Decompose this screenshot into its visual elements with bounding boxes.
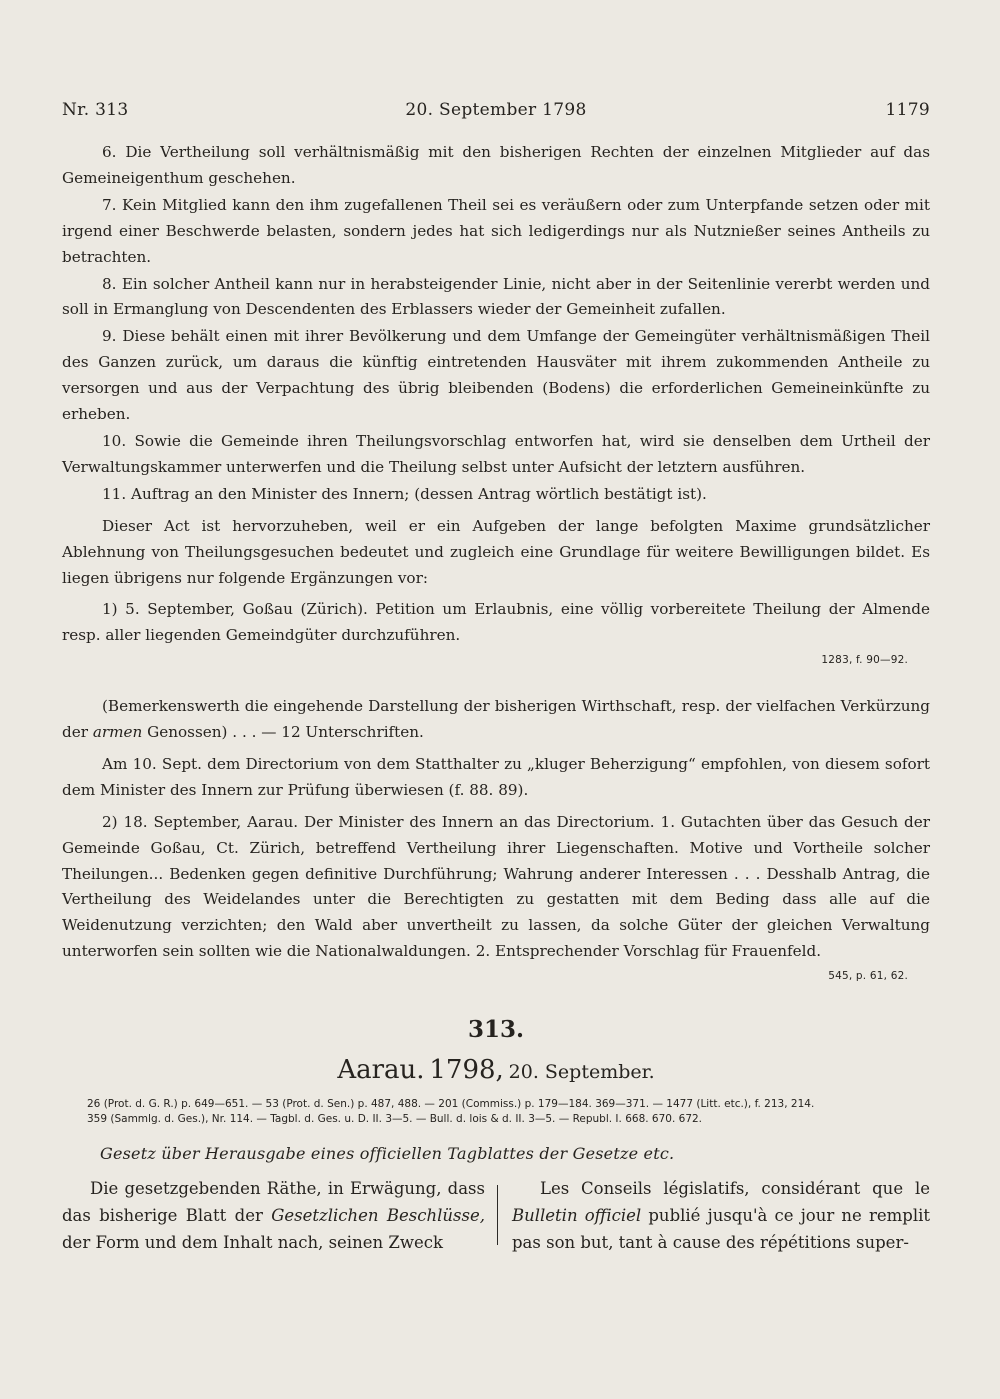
document-year: 1798,: [429, 1055, 504, 1086]
paragraph-6: 6. Die Vertheilung soll verhältnismäßig mit den bisherigen Rechten der einzelnen Mitglieder auf das Gemeineigenthum geschehen.: [62, 143, 930, 187]
source-references: [62, 1097, 930, 1127]
paragraph-9: 9. Diese behält einen mit ihrer Bevölkerung und dem Umfange der Gemeingüter verhältnismäßigen Theil des Ganzen zurück, um daraus die künftig eintretenden Hausväter mit ihrem zukommenden Antheile zu versorgen und aus der Verpachtung des übrig bleibenden (Bodens) die erforderlichen Gemeineinkünfte zu erheben.: [62, 327, 930, 424]
paragraph-8: 8. Ein solcher Antheil kann nur in herabsteigender Linie, nicht aber in der Seitenlinie vererbt werden und soll in Ermanglung von Descendenten des Erblassers wieder der Gemeinheit zufallen.: [62, 274, 930, 319]
supplement-2: 2) 18. September, Aarau. Der Minister des Innern an das Directorium. 1. Gutachten über das Gesuch der Gemeinde Goßau, Ct. Zürich, betreffend Vertheilung ihrer Liegenschaften. Motive und Vortheile solcher Theilungen... Bedenken gegen definitive Durchführung; Wahrung anderer Interessen . . . Desshalb Antrag, die Vertheilung des Weidelandes unter die Berechtigten zu gestatten mit dem Beding dass alle auf die Weidenutzung verzichten; den Wald aber unvertheilt zu lassen, da solche Güter der gleichen Verwaltung unterworfen sein sollten wie die Nationalwaldungen. 2. Entsprechender Vorschlag für Frauenfeld.: [62, 812, 930, 961]
paragraph-10: 10. Sowie die Gemeinde ihren Theilungsvorschlag entworfen hat, wird sie denselben dem Urtheil der Verwaltungskammer unterwerfen und die Theilung selbst unter Aufsicht der letztern ausführen.: [62, 431, 930, 476]
source-line-1: 26 (Prot. d. G. R.) p. 649—651. — 53 (Prot. d. Sen.) p. 487, 488. — 201 (Commiss.) p. 179—184. 369—371. — 1477 (Litt. etc.), f. 213, 214.: [87, 1098, 815, 1111]
page-number: 1179: [885, 100, 930, 120]
german-text: Die gesetzgebenden Räthe, in Erwägung, dass das bisherige Blatt der Gesetzlichen Beschlüsse, der Form und dem Inhalt nach, seinen Zweck: [62, 1179, 485, 1252]
page-body: [62, 140, 930, 1256]
document-number: 313.: [467, 1016, 525, 1044]
document-date: 20. September.: [508, 1061, 655, 1084]
remark-emphasis: armen: [92, 723, 143, 742]
supplement-1: 1) 5. September, Goßau (Zürich). Petition um Erlaubnis, eine völlig vorbereitete Theilung der Almende resp. aller liegenden Gemeindgüter durchzuführen.: [62, 600, 930, 645]
sept10-paragraph: Am 10. Sept. dem Directorium von dem Statthalter zu „kluger Beherzigung“ empfohlen, von diesem sofort dem Minister des Innern zur Prüfung überwiesen (f. 88. 89).: [62, 754, 930, 799]
paragraph-7: 7. Kein Mitglied kann den ihm zugefallenen Theil sei es veräußern oder zum Unterpfande setzen oder mit irgend einer Beschwerde belasten, sondern jedes hat sich ledigerdings nur als Nutznießer seines Antheils zu betrachten.: [62, 195, 930, 266]
supplement-1-reference: 1283, f. 90—92.: [821, 654, 908, 667]
entry-number: Nr. 313: [62, 100, 129, 120]
commentary-paragraph: Dieser Act ist hervorzuheben, weil er ein Aufgeben der lange befolgten Maxime grundsätzlicher Ablehnung von Theilungsgesuchen bedeutet und zugleich eine Grundlage für weitere Bewilligungen bildet. Es liegen übrigens nur folgende Ergänzungen vor:: [62, 516, 930, 587]
document-subtitle: Gesetz über Herausgabe eines officiellen Tagblattes der Gesetze etc.: [100, 1144, 675, 1164]
german-column: [62, 1175, 497, 1256]
document-place-date: [62, 1050, 930, 1093]
header-date: 20. September 1798: [405, 100, 587, 120]
bilingual-columns: [62, 1175, 930, 1256]
french-text: Les Conseils législatifs, considérant que le Bulletin officiel publié jusqu'à ce jour ne remplit pas son but, tant à cause des répétitions super-: [511, 1179, 931, 1252]
french-emphasis: Bulletin officiel: [511, 1206, 642, 1225]
paragraph-11: 11. Auftrag an den Minister des Innern; (dessen Antrag wörtlich bestätigt ist).: [102, 484, 707, 503]
source-line-2: 359 (Sammlg. d. Ges.), Nr. 114. — Tagbl. d. Ges. u. D. II. 3—5. — Bull. d. lois & d. II. 3—5. — Republ. I. 668. 670. 672.: [87, 1113, 703, 1126]
german-emphasis: Gesetzlichen Beschlüsse,: [271, 1206, 485, 1225]
document-place: Aarau.: [337, 1055, 425, 1086]
remark-paragraph: (Bemerkenswerth die eingehende Darstellung der bisherigen Wirthschaft, resp. der vielfachen Verkürzung der armen Genossen) . . . — 12 Unterschriften.: [62, 697, 930, 742]
french-column: [498, 1175, 930, 1256]
supplement-2-reference: 545, p. 61, 62.: [828, 970, 908, 983]
